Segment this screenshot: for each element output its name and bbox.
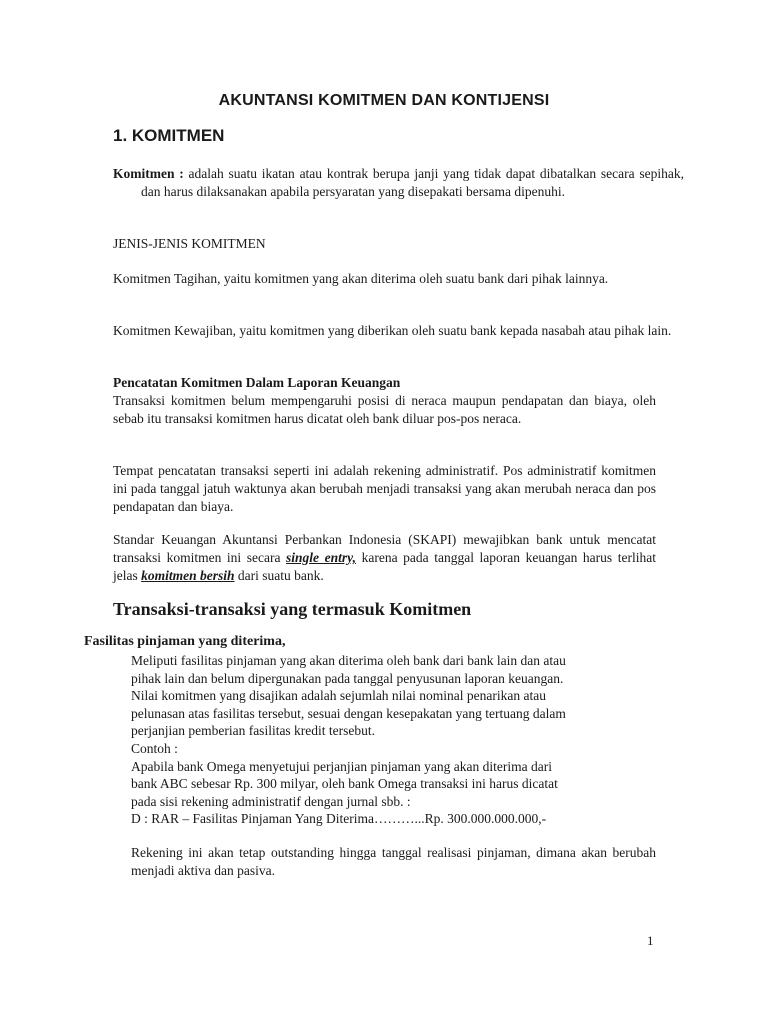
journal-entry-line: D : RAR – Fasilitas Pinjaman Yang Diterima………...Rp. 300.000.000.000,- xyxy=(131,811,547,827)
standar-emphasis-single-entry: single entry, xyxy=(286,550,357,565)
fasilitas-line: Contoh : xyxy=(131,740,178,756)
jenis-item-kewajiban: Komitmen Kewajiban, yaitu komitmen yang diberikan oleh suatu bank kepada nasabah atau pihak lain. xyxy=(113,323,672,338)
fasilitas-line: Nilai komitmen yang disajikan adalah sejumlah nilai nominal penarikan atau xyxy=(131,688,547,704)
jenis-item-tagihan: Komitmen Tagihan, yaitu komitmen yang akan diterima oleh suatu bank dari pihak lainnya. xyxy=(113,271,609,286)
page-number: 1 xyxy=(647,933,654,948)
pencatatan-paragraph: Transaksi komitmen belum mempengaruhi posisi di neraca maupun pendapatan dan biaya, oleh sebab itu transaksi komitmen harus dicatat oleh bank diluar pos-pos neraca. xyxy=(113,393,656,426)
jenis-heading: JENIS-JENIS KOMITMEN xyxy=(113,236,266,251)
tempat-paragraph: Tempat pencatatan transaksi seperti ini adalah rekening administratif. Pos administratif komitmen ini pada tanggal jatuh waktunya akan berubah menjadi transaksi yang akan merubah neraca dan pos pendapatan dan biaya. xyxy=(113,463,656,514)
standar-text-2: karena pada tanggal laporan keuangan harus terlihat jelas xyxy=(113,550,656,583)
fasilitas-line: bank ABC sebesar Rp. 300 milyar, oleh bank Omega transaksi ini harus dicatat xyxy=(131,776,558,792)
standar-paragraph xyxy=(113,531,656,585)
definition-term: Komitmen : xyxy=(113,166,184,181)
fasilitas-line: perjanjian pemberian fasilitas kredit tersebut. xyxy=(131,723,376,739)
fasilitas-line: Meliputi fasilitas pinjaman yang akan diterima oleh bank dari bank lain dan atau xyxy=(131,653,566,668)
fasilitas-line: pada sisi rekening administratif dengan jurnal sbb. : xyxy=(131,793,411,809)
fasilitas-line: pihak lain dan belum dipergunakan pada tanggal penyusunan laporan keuangan. xyxy=(131,670,564,686)
section-heading-komitmen: 1. KOMITMEN xyxy=(113,126,225,145)
fasilitas-heading: Fasilitas pinjaman yang diterima, xyxy=(84,634,286,649)
fasilitas-block xyxy=(131,652,656,828)
document-title: AKUNTANSI KOMITMEN DAN KONTIJENSI xyxy=(218,92,550,109)
section-heading-transaksi: Transaksi-transaksi yang termasuk Komitmen xyxy=(113,599,472,619)
definition-paragraph xyxy=(113,165,684,201)
standar-text-1: Standar Keuangan Akuntansi Perbankan Indonesia (SKAPI) mewajibkan bank untuk mencatat transaksi komitmen ini secara xyxy=(113,532,656,565)
standar-text-3: dari suatu bank. xyxy=(234,568,324,583)
standar-emphasis-komitmen-bersih: komitmen bersih xyxy=(141,568,235,583)
definition-text: adalah suatu ikatan atau kontrak berupa janji yang tidak dapat dibatalkan secara sepihak, dan harus dilaksanakan apabila persyaratan yang disepakati bersama dipenuhi. xyxy=(141,166,685,199)
fasilitas-line: pelunasan atas fasilitas tersebut, sesuai dengan kesepakatan yang tertuang dalam xyxy=(131,705,566,721)
pencatatan-heading: Pencatatan Komitmen Dalam Laporan Keuangan xyxy=(113,375,401,390)
fasilitas-line: Apabila bank Omega menyetujui perjanjian pinjaman yang akan diterima dari xyxy=(131,758,552,774)
rekening-paragraph: Rekening ini akan tetap outstanding hingga tanggal realisasi pinjaman, dimana akan berubah menjadi aktiva dan pasiva. xyxy=(131,845,656,878)
